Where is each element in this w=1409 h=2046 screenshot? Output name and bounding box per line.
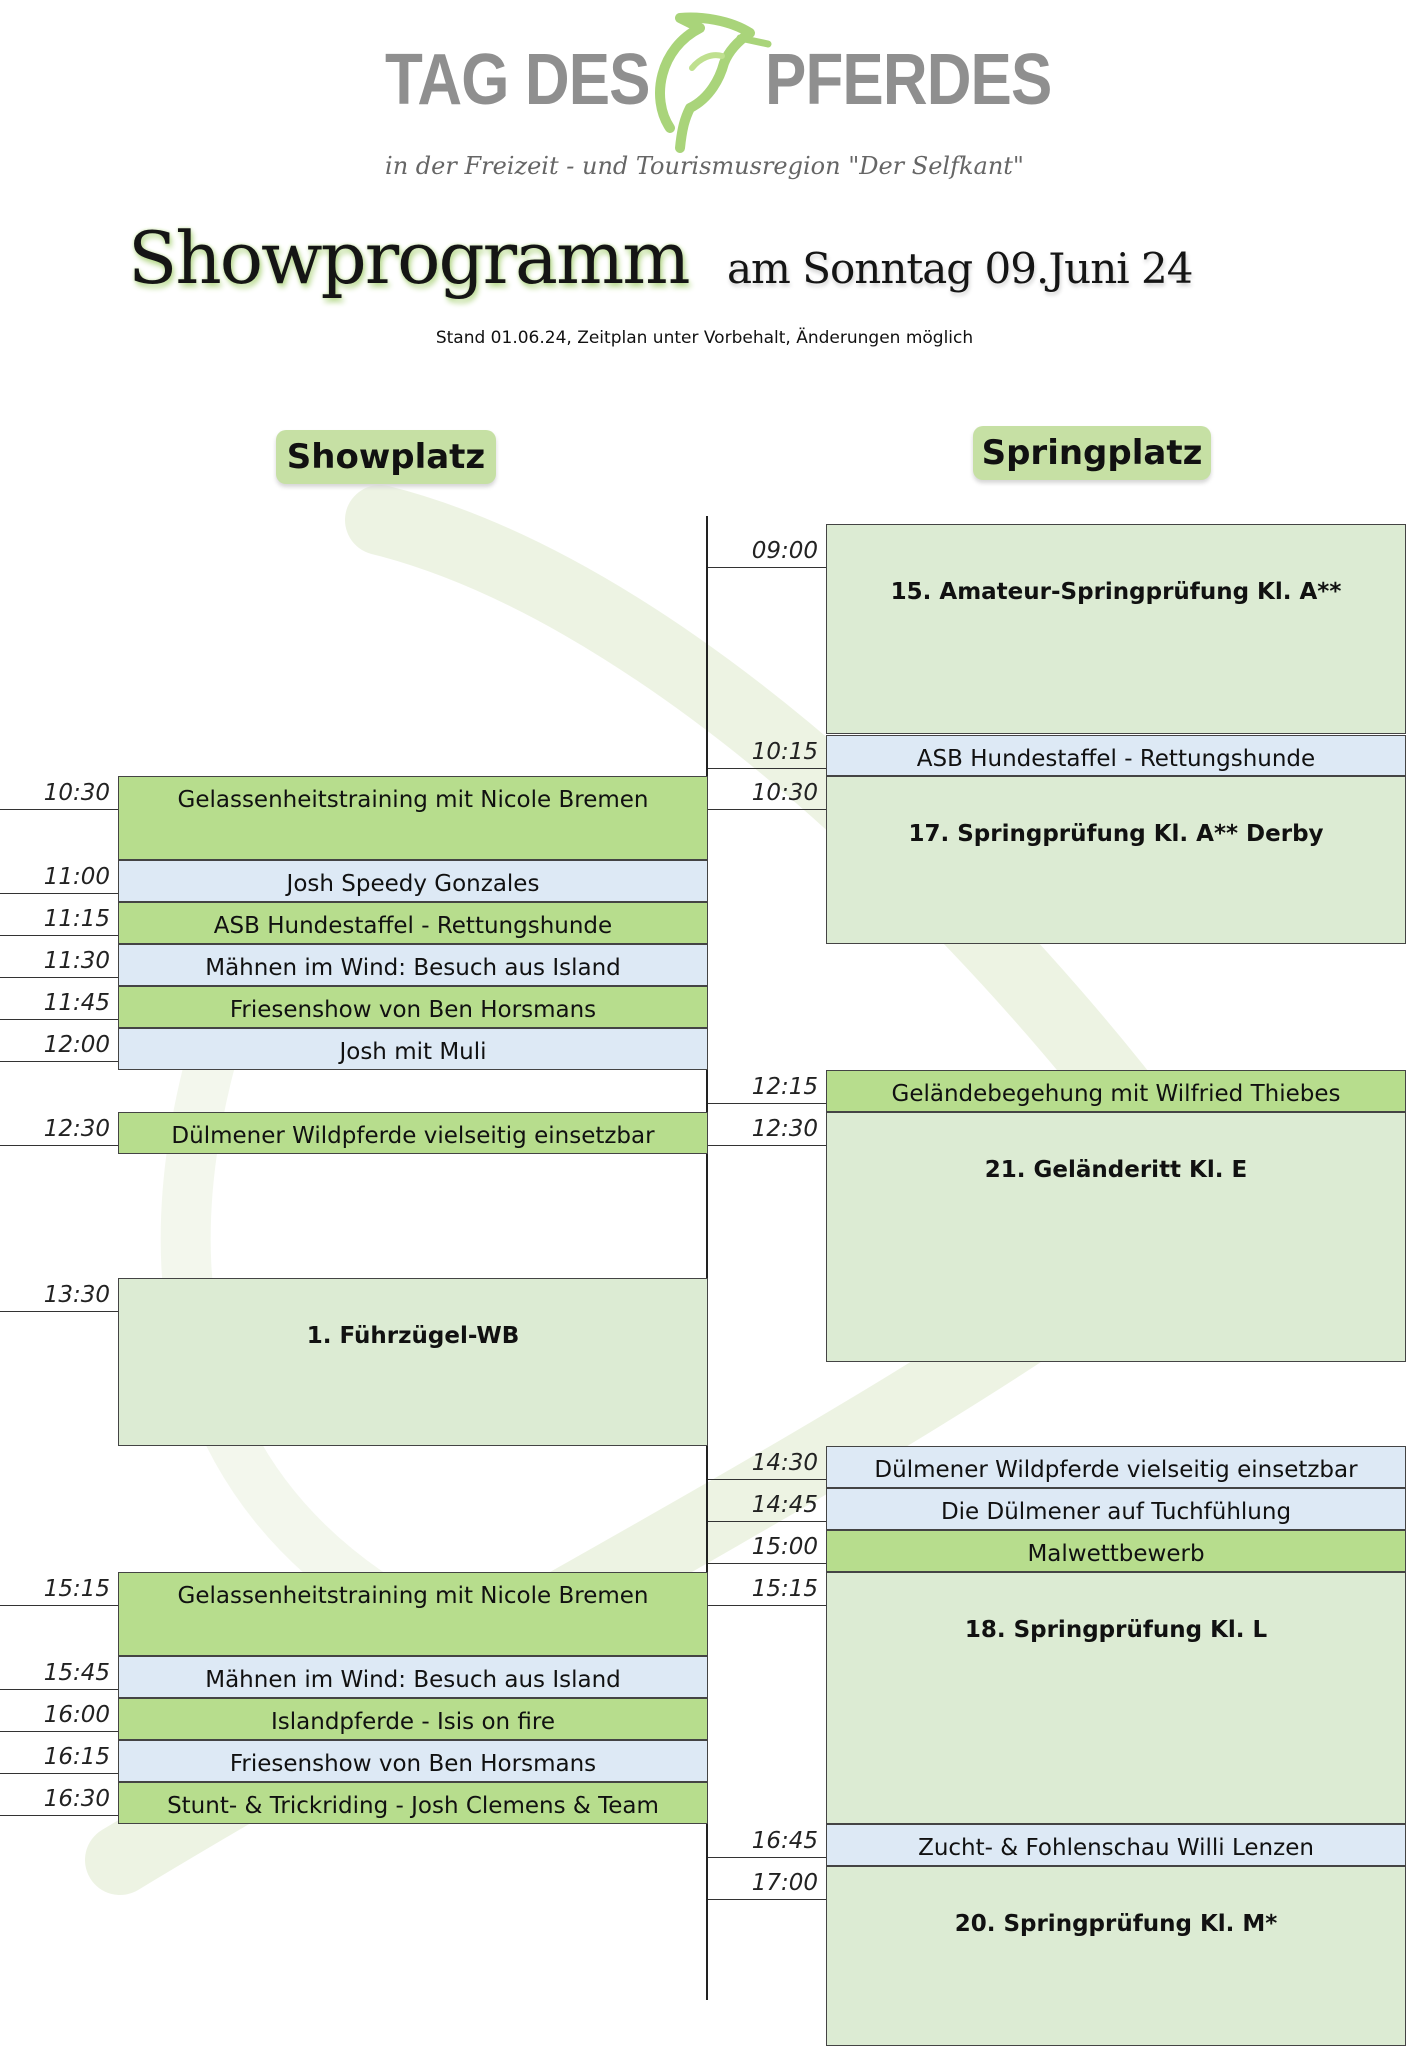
springplatz-time-line bbox=[708, 1479, 826, 1480]
springplatz-time-line bbox=[708, 809, 826, 810]
springplatz-time-line bbox=[708, 768, 826, 769]
springplatz-event-1015: ASB Hundestaffel - Rettungshunde bbox=[826, 735, 1406, 776]
showplatz-time-1600: 16:00 bbox=[43, 1702, 110, 1728]
showplatz-event-1330: 1. Führzügel-WB bbox=[118, 1278, 708, 1446]
showplatz-time-1200: 12:00 bbox=[43, 1032, 110, 1058]
springplatz-event-0900: 15. Amateur-Springprüfung Kl. A** bbox=[826, 524, 1406, 734]
springplatz-event-1445: Die Dülmener auf Tuchfühlung bbox=[826, 1488, 1406, 1530]
springplatz-time-1445: 14:45 bbox=[751, 1492, 818, 1518]
showplatz-time-line bbox=[0, 935, 118, 936]
showplatz-time-line bbox=[0, 977, 118, 978]
showplatz-time-1615: 16:15 bbox=[43, 1744, 110, 1770]
showplatz-event-1200: Josh mit Muli bbox=[118, 1028, 708, 1070]
showplatz-time-1100: 11:00 bbox=[43, 864, 110, 890]
springplatz-event-1645: Zucht- & Fohlenschau Willi Lenzen bbox=[826, 1824, 1406, 1866]
showplatz-time-line bbox=[0, 1773, 118, 1774]
showplatz-time-1230: 12:30 bbox=[43, 1116, 110, 1142]
showplatz-time-line bbox=[0, 1061, 118, 1062]
showplatz-event-1545: Mähnen im Wind: Besuch aus Island bbox=[118, 1656, 708, 1698]
springplatz-event-1500: Malwettbewerb bbox=[826, 1530, 1406, 1572]
springplatz-event-1215: Geländebegehung mit Wilfried Thiebes bbox=[826, 1070, 1406, 1112]
showplatz-time-line bbox=[0, 893, 118, 894]
logo-text-left: TAG DES bbox=[385, 40, 650, 120]
springplatz-time-1700: 17:00 bbox=[751, 1870, 818, 1896]
springplatz-time-1015: 10:15 bbox=[751, 739, 818, 765]
showplatz-time-line bbox=[0, 1019, 118, 1020]
showplatz-event-1630: Stunt- & Trickriding - Josh Clemens & Team bbox=[118, 1782, 708, 1824]
springplatz-time-0900: 09:00 bbox=[751, 538, 818, 564]
showplatz-event-1515: Gelassenheitstraining mit Nicole Bremen bbox=[118, 1572, 708, 1656]
showplatz-time-line bbox=[0, 1731, 118, 1732]
showplatz-time-line bbox=[0, 1689, 118, 1690]
page-subtitle: am Sonntag 09.Juni 24 bbox=[727, 244, 1193, 293]
springplatz-time-1645: 16:45 bbox=[751, 1828, 818, 1854]
springplatz-time-line bbox=[708, 567, 826, 568]
springplatz-event-1230: 21. Geländeritt Kl. E bbox=[826, 1112, 1406, 1362]
springplatz-time-line bbox=[708, 1605, 826, 1606]
springplatz-time-1500: 15:00 bbox=[751, 1534, 818, 1560]
status-note: Stand 01.06.24, Zeitplan unter Vorbehalt, Änderungen möglich bbox=[435, 328, 974, 348]
springplatz-event-1030: 17. Springprüfung Kl. A** Derby bbox=[826, 776, 1406, 944]
showplatz-time-1330: 13:30 bbox=[43, 1282, 110, 1308]
showplatz-event-1145: Friesenshow von Ben Horsmans bbox=[118, 986, 708, 1028]
springplatz-time-1030: 10:30 bbox=[751, 780, 818, 806]
springplatz-event-1700: 20. Springprüfung Kl. M* bbox=[826, 1866, 1406, 2046]
horse-head-logo-icon bbox=[640, 8, 780, 158]
showplatz-event-1600: Islandpferde - Isis on fire bbox=[118, 1698, 708, 1740]
springplatz-time-1430: 14:30 bbox=[751, 1450, 818, 1476]
showplatz-event-1115: ASB Hundestaffel - Rettungshunde bbox=[118, 902, 708, 944]
springplatz-event-1515: 18. Springprüfung Kl. L bbox=[826, 1572, 1406, 1824]
page-title: Showprogramm bbox=[128, 216, 689, 300]
column-header-showplatz: Showplatz bbox=[276, 430, 496, 484]
showplatz-time-1145: 11:45 bbox=[43, 990, 110, 1016]
springplatz-time-1230: 12:30 bbox=[751, 1116, 818, 1142]
showplatz-time-1030: 10:30 bbox=[43, 780, 110, 806]
column-header-springplatz: Springplatz bbox=[973, 426, 1211, 480]
springplatz-time-line bbox=[708, 1103, 826, 1104]
showplatz-time-1545: 15:45 bbox=[43, 1660, 110, 1686]
showplatz-event-1130: Mähnen im Wind: Besuch aus Island bbox=[118, 944, 708, 986]
showplatz-event-1100: Josh Speedy Gonzales bbox=[118, 860, 708, 902]
springplatz-time-1215: 12:15 bbox=[751, 1074, 818, 1100]
showplatz-event-1615: Friesenshow von Ben Horsmans bbox=[118, 1740, 708, 1782]
showplatz-time-1630: 16:30 bbox=[43, 1786, 110, 1812]
springplatz-time-line bbox=[708, 1563, 826, 1564]
springplatz-time-1515: 15:15 bbox=[751, 1576, 818, 1602]
showplatz-time-1515: 15:15 bbox=[43, 1576, 110, 1602]
springplatz-time-line bbox=[708, 1521, 826, 1522]
showplatz-event-1230: Dülmener Wildpferde vielseitig einsetzbar bbox=[118, 1112, 708, 1154]
showplatz-time-line bbox=[0, 1311, 118, 1312]
showplatz-event-1030: Gelassenheitstraining mit Nicole Bremen bbox=[118, 776, 708, 860]
showplatz-time-line bbox=[0, 1605, 118, 1606]
springplatz-time-line bbox=[708, 1145, 826, 1146]
showplatz-time-line bbox=[0, 1145, 118, 1146]
springplatz-event-1430: Dülmener Wildpferde vielseitig einsetzbar bbox=[826, 1446, 1406, 1488]
showplatz-time-1115: 11:15 bbox=[43, 906, 110, 932]
tagline: in der Freizeit - und Tourismusregion "Der Selfkant" bbox=[385, 152, 1024, 180]
logo-text-right: PFERDES bbox=[765, 40, 1052, 120]
showplatz-time-line bbox=[0, 1815, 118, 1816]
springplatz-time-line bbox=[708, 1857, 826, 1858]
showplatz-time-1130: 11:30 bbox=[43, 948, 110, 974]
showplatz-time-line bbox=[0, 809, 118, 810]
springplatz-time-line bbox=[708, 1899, 826, 1900]
